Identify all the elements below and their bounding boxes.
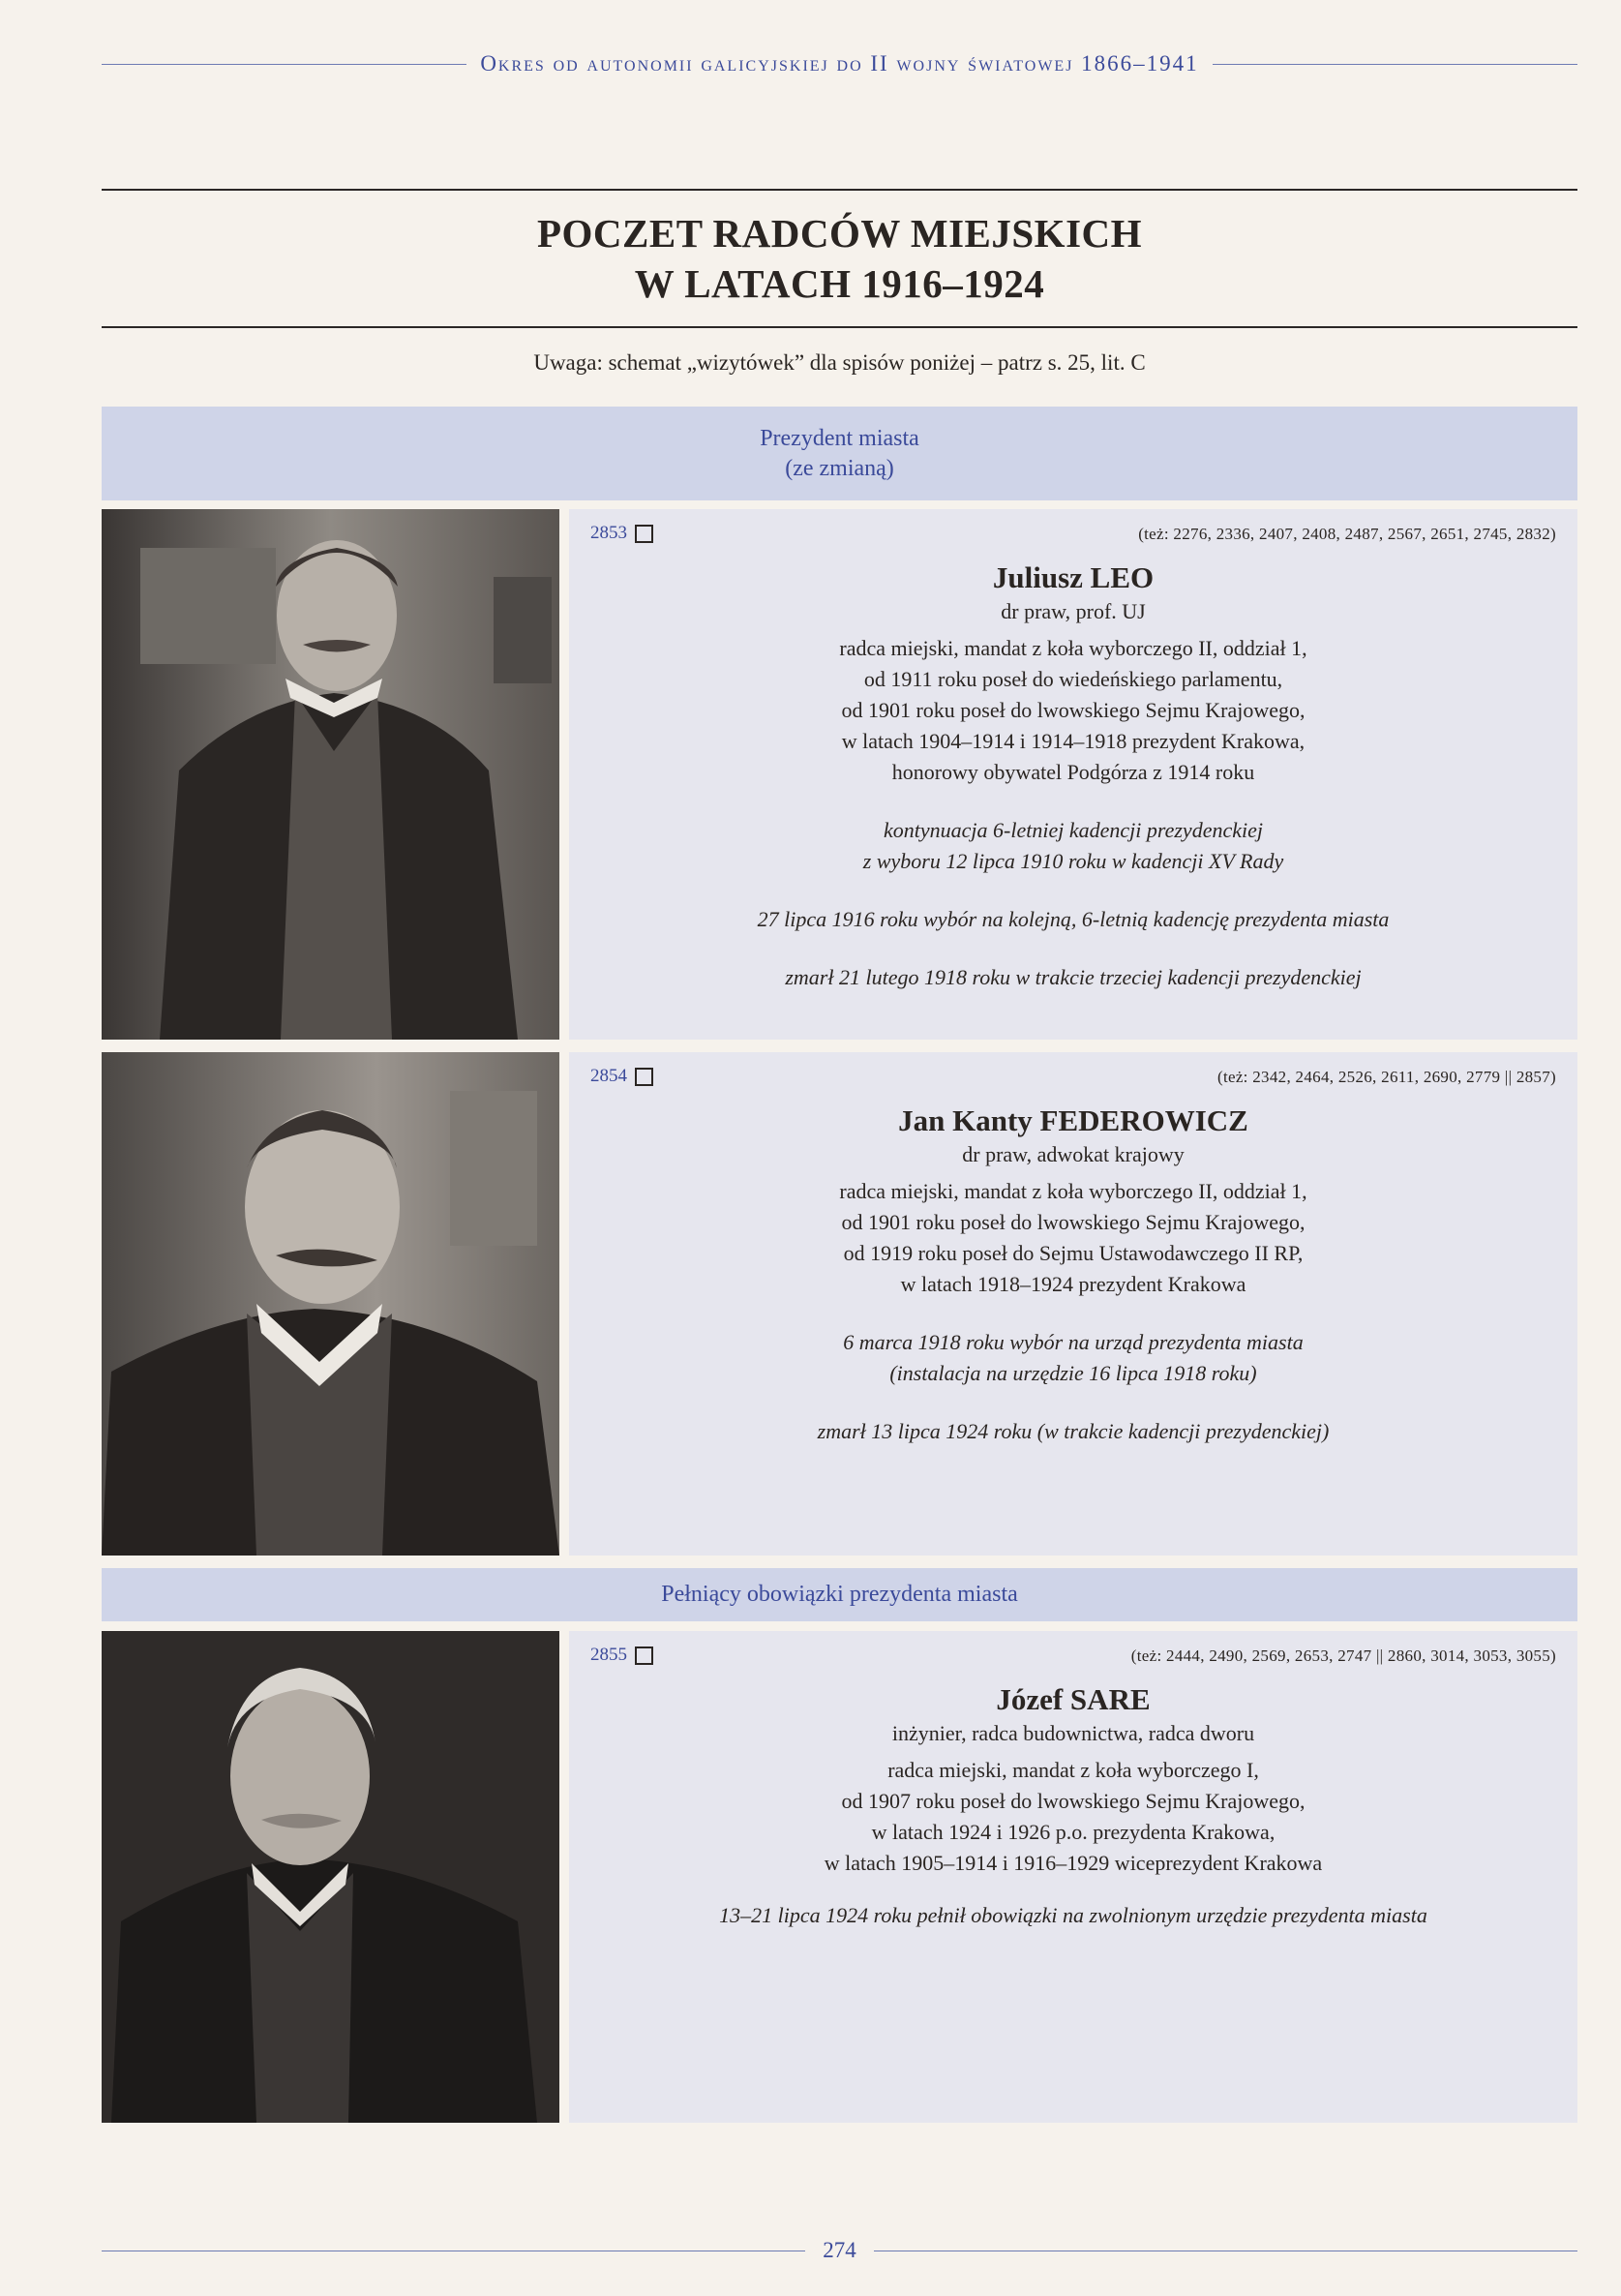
entry-profession-2853: dr praw, prof. UJ: [1001, 599, 1146, 623]
entry-bio-line: w latach 1904–1914 i 1914–1918 prezydent Krakowa,: [841, 729, 1306, 753]
running-head: [102, 45, 1577, 83]
entry-body-2855: [569, 1681, 1577, 1931]
entry-bio-line: radca miejski, mandat z koła wyborczego II, oddział 1,: [839, 636, 1307, 660]
entry-note-line: 27 lipca 1916 roku wybór na kolejną, 6-letnią kadencję prezydenta miasta: [757, 907, 1390, 931]
page-title-line1: POCZET RADCÓW MIEJSKICH: [536, 211, 1143, 256]
entry-refs-2854: (też: 2342, 2464, 2526, 2611, 2690, 2779 || 2857): [1217, 1068, 1556, 1086]
entry-card-2855: [102, 1631, 1577, 2123]
entry-profession-2855: inżynier, radca budownictwa, radca dworu: [891, 1721, 1255, 1745]
title-rule-bottom: [102, 326, 1577, 328]
entry-name-2855: Józef SARE: [996, 1682, 1151, 1716]
entry-number-2854-text: 2854: [590, 1066, 627, 1086]
entry-bio-line: radca miejski, mandat z koła wyborczego II, oddział 1,: [839, 1179, 1307, 1203]
entry-number-2854: [590, 1066, 653, 1087]
entry-info-2854: [569, 1052, 1577, 1556]
entry-number-2853-text: 2853: [590, 523, 627, 543]
section-band-acting-president-line1: Pełniący obowiązki prezydenta miasta: [661, 1582, 1018, 1607]
entry-bio-line: honorowy obywatel Podgórza z 1914 roku: [891, 760, 1255, 784]
entry-body-2853: [569, 559, 1577, 993]
running-head-rule-right: [1213, 64, 1577, 65]
entry-bio-line: od 1919 roku poseł do Sejmu Ustawodawczego II RP,: [843, 1241, 1304, 1265]
entry-bio-line: od 1907 roku poseł do lwowskiego Sejmu Krajowego,: [841, 1789, 1306, 1813]
running-head-text: Okres od autonomii galicyjskiej do II wojny światowej 1866–1941: [480, 51, 1199, 76]
portrait-photo-leo: [102, 509, 559, 1040]
entry-refs-2855: (też: 2444, 2490, 2569, 2653, 2747 || 2860, 3014, 3053, 3055): [1130, 1646, 1556, 1665]
entry-note-line: 6 marca 1918 roku wybór na urząd prezydenta miasta: [843, 1330, 1304, 1354]
entry-body-2854: [569, 1103, 1577, 1447]
entry-bio-line: od 1901 roku poseł do lwowskiego Sejmu Krajowego,: [841, 1210, 1306, 1234]
page-title-line2: W LATACH 1916–1924: [634, 261, 1045, 306]
entry-number-2855-text: 2855: [590, 1645, 627, 1665]
section-band-president-line2: (ze zmianą): [785, 455, 894, 481]
entry-note-line: z wyboru 12 lipca 1910 roku w kadencji XV Rady: [862, 849, 1284, 873]
section-band-acting-president: [102, 1568, 1577, 1621]
section-band-president-line1: Prezydent miasta: [760, 425, 919, 451]
portrait-photo-sare: [102, 1631, 559, 2123]
portrait-image-sare: [102, 1631, 559, 2123]
entry-bio-line: w latach 1905–1914 i 1916–1929 wiceprezydent Krakowa: [824, 1851, 1323, 1875]
checkbox-icon[interactable]: [635, 525, 653, 543]
page-title: [102, 208, 1577, 309]
entry-name-2854: Jan Kanty FEDEROWICZ: [898, 1103, 1248, 1137]
entry-bio-line: radca miejski, mandat z koła wyborczego I,: [887, 1758, 1259, 1782]
entry-info-2853: [569, 509, 1577, 1040]
entry-name-2853: Juliusz LEO: [992, 560, 1155, 594]
entry-number-2855: [590, 1645, 653, 1666]
checkbox-icon[interactable]: [635, 1068, 653, 1086]
entry-note-line: kontynuacja 6-letniej kadencji prezydenckiej: [884, 818, 1263, 842]
portrait-image-federowicz: [102, 1052, 559, 1556]
portrait-image-leo: [102, 509, 559, 1040]
entry-info-2855: [569, 1631, 1577, 2123]
entry-bio-line: od 1911 roku poseł do wiedeńskiego parlamentu,: [863, 667, 1283, 691]
entry-bio-line: w latach 1924 i 1926 p.o. prezydenta Krakowa,: [871, 1820, 1276, 1844]
page-footer: [102, 2236, 1577, 2265]
entry-note-line: (instalacja na urzędzie 16 lipca 1918 roku): [889, 1361, 1257, 1385]
running-head-rule-left: [102, 64, 466, 65]
entry-card-2853: [102, 509, 1577, 1040]
entry-note-line: zmarł 13 lipca 1924 roku (w trakcie kadencji prezydenckiej): [817, 1419, 1330, 1443]
entry-note-line: 13–21 lipca 1924 roku pełnił obowiązki na zwolnionym urzędzie prezydenta miasta: [719, 1903, 1427, 1927]
page-number: 274: [823, 2238, 856, 2262]
entry-profession-2854: dr praw, adwokat krajowy: [962, 1142, 1185, 1166]
entry-note-line: zmarł 21 lutego 1918 roku w trakcie trzeciej kadencji prezydenckiej: [785, 965, 1362, 989]
section-band-president: [102, 407, 1577, 500]
entry-bio-line: od 1901 roku poseł do lwowskiego Sejmu Krajowego,: [841, 698, 1306, 722]
entry-refs-2853: (też: 2276, 2336, 2407, 2408, 2487, 2567, 2651, 2745, 2832): [1138, 525, 1556, 543]
title-rule-top: [102, 189, 1577, 191]
entry-card-2854: [102, 1052, 1577, 1556]
checkbox-icon[interactable]: [635, 1646, 653, 1665]
entry-number-2853: [590, 523, 653, 544]
portrait-photo-federowicz: [102, 1052, 559, 1556]
layout-note: Uwaga: schemat „wizytówek” dla spisów poniżej – patrz s. 25, lit. C: [533, 350, 1146, 375]
entry-bio-line: w latach 1918–1924 prezydent Krakowa: [900, 1272, 1246, 1296]
